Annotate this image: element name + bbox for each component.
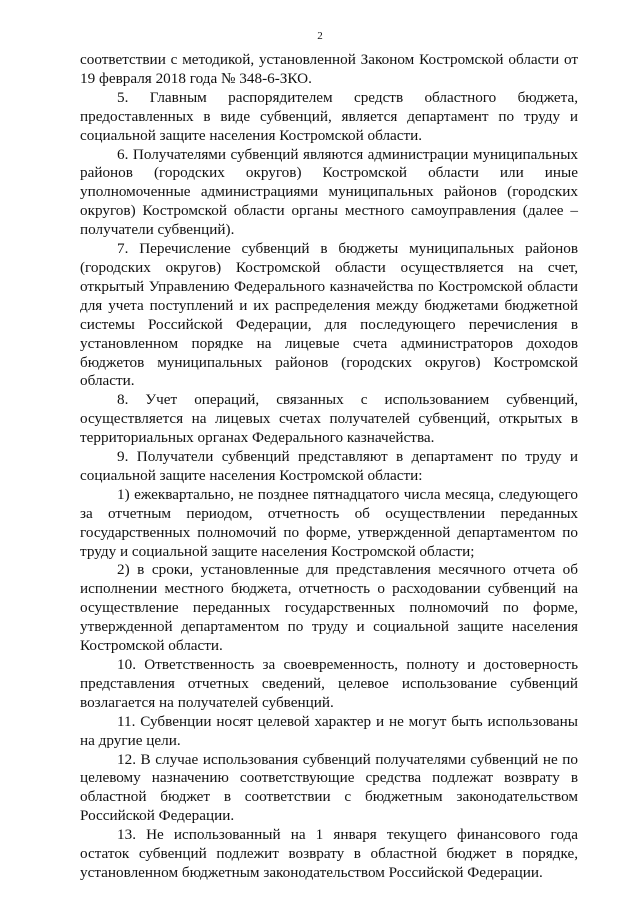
paragraph-5: 5. Главным распорядителем средств областного бюджета, предоставленных в виде субвенций, является департамент по труду и социальной защите населения Костромской области. [80,88,578,144]
paragraph-continuation: соответствии с методикой, установленной Законом Костромской области от 19 февраля 2018 года № 348-6-ЗКО. [80,51,578,87]
paragraph-9-item-1: 1) ежеквартально, не позднее пятнадцатого числа месяца, следующего за отчетным периодом, отчетность об осуществлении переданных государственных полномочий по форме, утвержденной департаментом по труду и социальной защите населения Костромской области; [80,485,578,560]
paragraph-11: 11. Субвенции носят целевой характер и не могут быть использованы на другие цели. [80,712,578,749]
paragraph-6: 6. Получателями субвенций являются администрации муниципальных районов (городских округов) Костромской области или иные уполномоченные администрациями муниципальных районов (городских округов) Костромской области органы местного самоуправления (далее – получатели субвенций). [80,145,578,239]
paragraph-13: 13. Не использованный на 1 января текущего финансового года остаток субвенций подлежит возврату в областной бюджет в порядке, установленном бюджетным законодательством Российской Федерации. [80,826,578,881]
paragraph-9-item-2: 2) в сроки, установленные для представления месячного отчета об исполнении местного бюджета, отчетность о расходовании субвенций на осуществление переданных государственных полномочий по форме, утвержденной департаментом по труду и социальной защите населения Костромской области. [80,561,578,655]
paragraph-10: 10. Ответственность за своевременность, полноту и достоверность представления отчетных сведений, целевое использование субвенций возлагается на получателей субвенций. [80,656,578,711]
paragraph-9: 9. Получатели субвенций представляют в департамент по труду и социальной защите населения Костромской области: [80,448,578,484]
paragraph-12: 12. В случае использования субвенций получателями субвенций не по целевому назначению соответствующие средства подлежат возврату в областной бюджет в соответствии с бюджетным законодательством Российской Федерации. [80,750,578,825]
paragraph-8: 8. Учет операций, связанных с использованием субвенций, осуществляется на лицевых счетах получателей субвенций, открытых в территориальных органах Федерального казначейства. [80,391,578,447]
page-number: 2 [317,30,323,42]
document-body [80,51,578,883]
paragraph-7: 7. Перечисление субвенций в бюджеты муниципальных районов (городских округов) Костромской области осуществляется на счет, открытый Управлению Федерального казначейства по Костромской области для учета поступлений и их распределения между бюджетами бюджетной системы Российской Федерации, для последующего перечисления в установленном порядке на лицевые счета администраторов доходов бюджетов муниципальных районов (городских округов) Костромской области. [80,240,578,390]
